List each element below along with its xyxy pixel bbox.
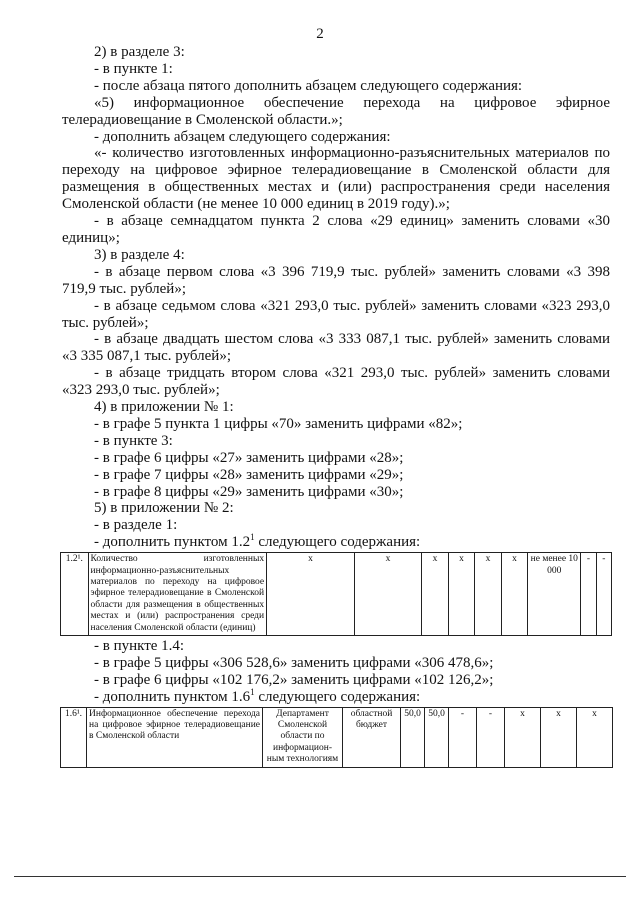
table-cell: не менее 10 000 — [528, 553, 581, 636]
text-line — [62, 686, 610, 706]
table-cell: - — [581, 553, 596, 636]
table-cell-executor: Департамент Смоленской области по информацион-ным технологиям — [263, 707, 343, 767]
text-fragment: - дополнить пунктом 1.2 — [94, 534, 251, 551]
table-cell: х — [541, 707, 577, 767]
table-cell: - — [477, 707, 505, 767]
page-number: 2 — [316, 26, 324, 42]
text-line: 2) в разделе 3: — [94, 44, 185, 60]
text-line: - в графе 6 цифры «27» заменить цифрами «28»; — [94, 449, 404, 466]
table-cell-number: 1.6¹. — [61, 707, 87, 767]
table-cell: х — [422, 553, 449, 636]
text-line: - в графе 6 цифры «102 176,2» заменить цифрами «102 126,2»; — [94, 671, 494, 688]
text-line: 5) в приложении № 2: — [94, 500, 234, 517]
text-paragraph: - в абзаце тридцать втором слова «321 293,0 тыс. рублей» заменить словами «323 293,0 тыс. рублей»; — [62, 365, 610, 399]
table-cell: х — [267, 553, 355, 636]
table-cell: - — [449, 707, 477, 767]
text-line: - в графе 8 цифры «29» заменить цифрами «30»; — [94, 483, 404, 500]
table-row — [61, 553, 612, 636]
text-paragraph: «- количество изготовленных информационно-разъяснительных материалов по переходу на цифровое эфирное телерадиовещание в Смоленской области для размещения в общественных местах и (или) распространения среди населения Смоленской области (не менее 10 000 единиц в 2019 году).»; — [62, 145, 610, 213]
text-paragraph: «5) информационное обеспечение перехода на цифровое эфирное телерадиовещание в Смоленской области.»; — [62, 94, 610, 128]
text-paragraph: - в абзаце седьмом слова «321 293,0 тыс. рублей» заменить словами «323 293,0 тыс. рублей»; — [62, 297, 610, 331]
superscript: 1 — [250, 686, 255, 697]
text-line: - дополнить абзацем следующего содержания: — [94, 128, 391, 145]
text-line: - в графе 5 цифры «306 528,6» заменить цифрами «306 478,6»; — [94, 654, 494, 671]
text-line: 3) в разделе 4: — [94, 246, 185, 263]
table-cell-description: Информационное обеспечение перехода на цифровое эфирное телерадиовещание в Смоленской области — [87, 707, 263, 767]
table-cell: х — [501, 553, 528, 636]
text-line: 4) в приложении № 1: — [94, 399, 234, 416]
text-line: - в пункте 1: — [94, 60, 173, 77]
table-cell-funding-source: областной бюджет — [343, 707, 401, 767]
table-row — [61, 707, 613, 767]
text-fragment: следующего содержания: — [254, 534, 421, 551]
table-cell: х — [354, 553, 421, 636]
text-line — [62, 534, 610, 551]
text-line: - в графе 5 пункта 1 цифры «70» заменить цифрами «82»; — [94, 415, 463, 432]
table-cell: - — [596, 553, 611, 636]
text-paragraph: - в абзаце семнадцатом пункта 2 слова «29 единиц» заменить словами «30 единиц»; — [62, 213, 610, 246]
text-paragraph: - в абзаце двадцать шестом слова «3 333 087,1 тыс. рублей» заменить словами «3 335 087,1 тыс. рублей»; — [62, 331, 610, 365]
text-line: - в пункте 1.4: — [94, 638, 185, 655]
table-cell: 50,0 — [425, 707, 449, 767]
text-paragraph: - в абзаце первом слова «3 396 719,9 тыс. рублей» заменить словами «3 398 719,9 тыс. рублей»; — [62, 263, 610, 297]
table-cell-number: 1.2¹. — [61, 553, 89, 636]
table-item-1-6-1 — [60, 707, 613, 768]
table-cell: х — [577, 707, 613, 767]
table-cell: х — [505, 707, 541, 767]
superscript: 1 — [250, 532, 255, 543]
table-item-1-2-1 — [60, 552, 612, 636]
table-cell: х — [448, 553, 475, 636]
table-cell: х — [475, 553, 502, 636]
text-fragment: - дополнить пунктом 1.6 — [94, 688, 251, 705]
footer-divider — [14, 876, 626, 877]
text-line: - в разделе 1: — [94, 517, 178, 534]
table-cell-description: Количество изготовленных информационно-разъяснительных материалов по переходу на цифровое эфирное телерадиовещание в Смоленской области для размещения в общественных местах и (или) распространения среди населения Смоленской области (единиц) — [88, 553, 267, 636]
table-cell: 50,0 — [401, 707, 425, 767]
document-body — [62, 44, 610, 768]
text-line: - в пункте 3: — [94, 432, 173, 449]
text-line: - после абзаца пятого дополнить абзацем следующего содержания: — [94, 77, 523, 94]
text-fragment: следующего содержания: — [254, 688, 421, 705]
text-line: - в графе 7 цифры «28» заменить цифрами «29»; — [94, 466, 404, 483]
